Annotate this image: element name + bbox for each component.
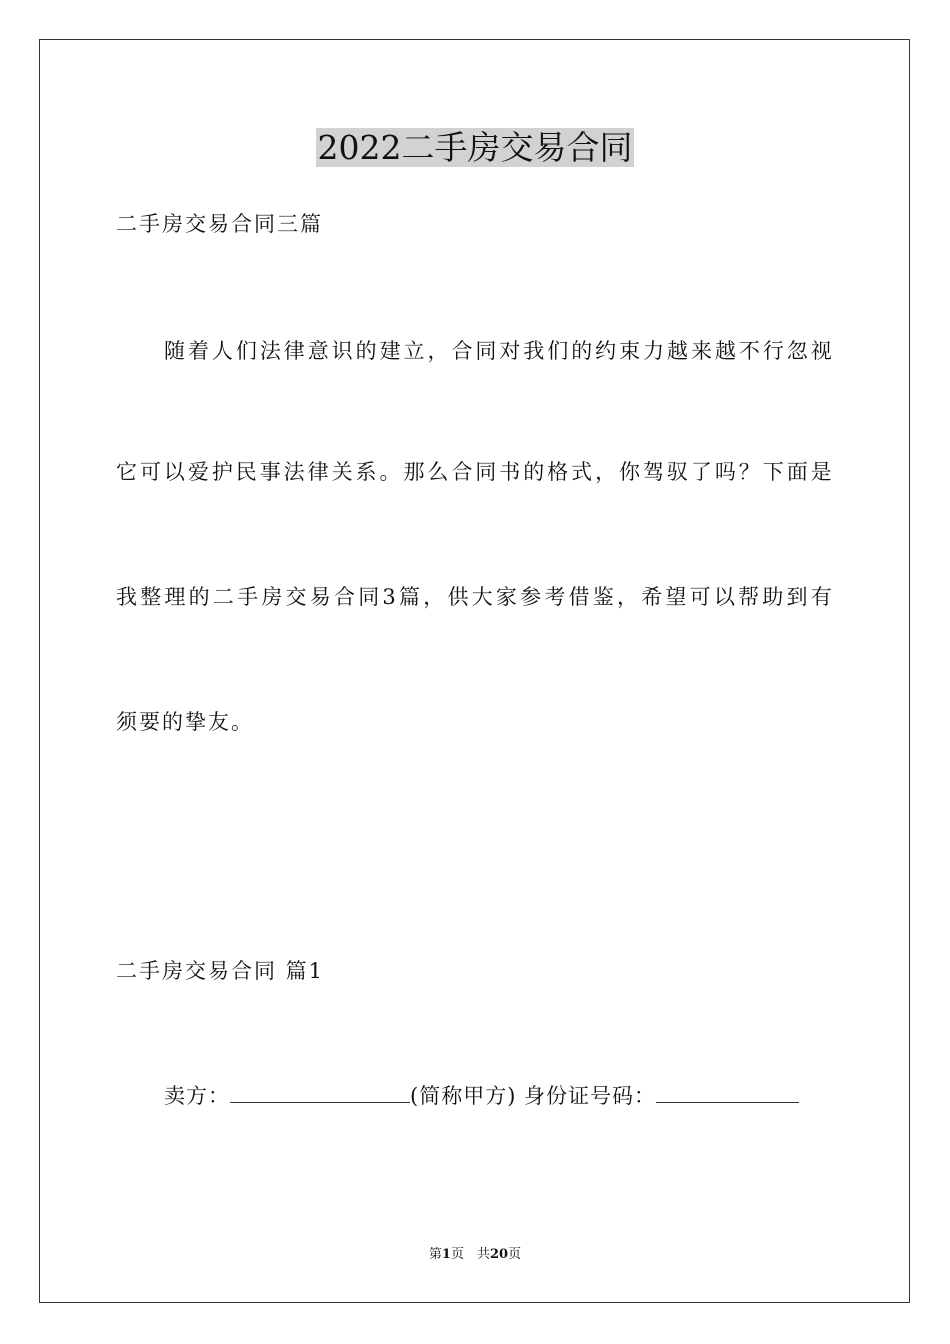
intro-line-2: 它 可 以 爱 护 民 事 法 律 关 系 。 那 么 合 同 书 的 格 式 ， 你 驾 驭 了 吗 ？ 下 面 是 <box>116 460 832 484</box>
section-heading: 二手房交易合同 篇1 <box>116 959 325 983</box>
document-title-text: 2022二手房交易合同 <box>317 128 633 167</box>
page-footer <box>0 1246 950 1264</box>
seller-note: (简称甲方) 身份证号码： <box>410 1084 657 1108</box>
document-subtitle: 二手房交易合同三篇 <box>116 212 323 236</box>
footer-total-pages: 20 <box>489 1247 509 1262</box>
intro-line-3: 我 整 理 的 二 手 房 交 易 合 同 3 篇 ， 供 大 家 参 考 借 鉴 ， 希 望 可 以 帮 助 到 有 <box>116 585 832 609</box>
footer-suffix: 页 <box>508 1247 522 1262</box>
document-title <box>0 126 950 170</box>
footer-page-number: 1 <box>441 1247 451 1262</box>
seller-name-blank[interactable] <box>230 1084 410 1103</box>
seller-id-blank[interactable] <box>656 1084 799 1103</box>
seller-line <box>164 1081 799 1111</box>
seller-label: 卖方： <box>164 1084 230 1108</box>
footer-mid: 页 共 <box>450 1247 490 1262</box>
intro-line-1: 随 着 人 们 法 律 意 识 的 建 立 ， 合 同 对 我 们 的 约 束 力 越 来 越 不 行 忽 视 <box>164 339 832 363</box>
footer-prefix: 第 <box>428 1247 442 1262</box>
intro-line-4: 须要的挚友。 <box>116 710 254 734</box>
